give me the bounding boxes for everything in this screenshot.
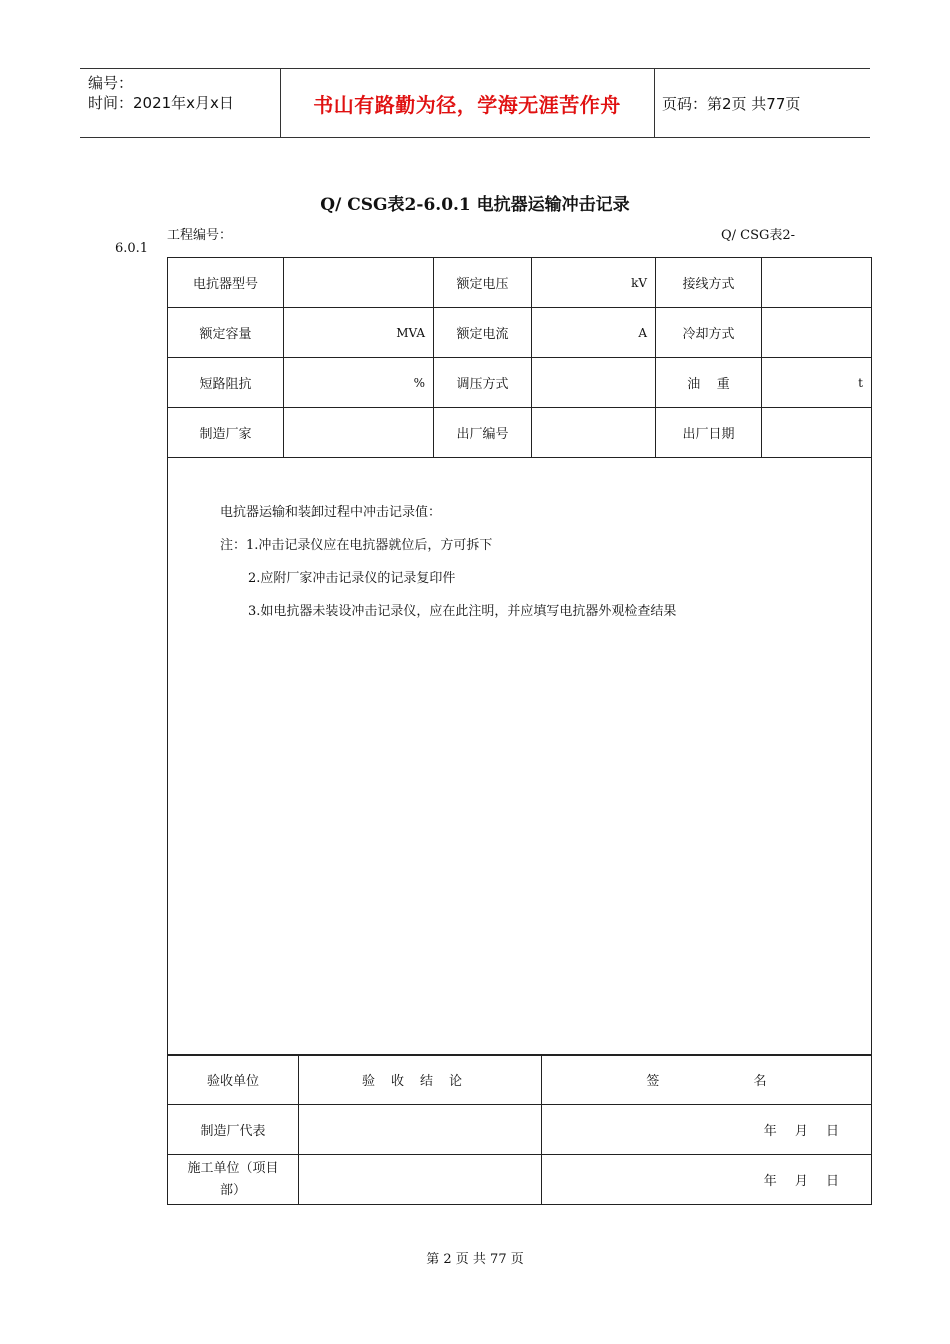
label-cell: 电抗器型号 — [168, 258, 284, 308]
motto: 书山有路勤为径，学海无涯苦作舟 — [313, 92, 621, 117]
note-3: 3.如电抗器未装设冲击记录仪，应在此注明，并应填写电抗器外观检查结果 — [248, 604, 677, 619]
table-row — [168, 1055, 872, 1105]
table-row — [168, 308, 872, 358]
note-1: 注：1.冲击记录仪应在电抗器就位后，方可拆下 — [220, 538, 493, 553]
header-divider — [654, 69, 655, 137]
label-cell: 制造厂家 — [168, 408, 284, 458]
label-cell: 油 重 — [656, 358, 762, 408]
page-header — [80, 68, 870, 138]
header-cell-conclusion: 验收结论 — [299, 1055, 542, 1105]
page-info: 页码：第2页 共77页 — [662, 94, 801, 113]
value-cell[interactable] — [762, 408, 872, 458]
label-cell: 调压方式 — [434, 358, 532, 408]
value-cell[interactable] — [284, 258, 434, 308]
unit-cell: 施工单位（项目部） — [168, 1155, 299, 1205]
table-row — [168, 358, 872, 408]
table-row — [168, 1155, 872, 1205]
label-cell: 出厂日期 — [656, 408, 762, 458]
project-no-label: 工程编号： — [167, 228, 233, 243]
signature-date-cell[interactable]: 年 月 日 — [542, 1105, 872, 1155]
unit-cell: 制造厂代表 — [168, 1105, 299, 1155]
value-cell[interactable]: kV — [532, 258, 656, 308]
form-code-cont: 6.0.1 — [115, 241, 149, 256]
value-cell[interactable]: MVA — [284, 308, 434, 358]
value-cell[interactable] — [762, 258, 872, 308]
number-label: 编号： — [88, 74, 134, 92]
header-cell-unit: 验收单位 — [168, 1055, 299, 1105]
value-cell[interactable]: A — [532, 308, 656, 358]
table-row — [168, 258, 872, 308]
value-cell[interactable] — [532, 408, 656, 458]
conclusion-cell[interactable] — [299, 1155, 542, 1205]
record-heading: 电抗器运输和装卸过程中冲击记录值： — [220, 505, 442, 520]
label-cell: 冷却方式 — [656, 308, 762, 358]
header-cell-signature: 签 名 — [542, 1055, 872, 1105]
label-cell: 短路阻抗 — [168, 358, 284, 408]
table-row — [168, 1105, 872, 1155]
note-2: 2.应附厂家冲击记录仪的记录复印件 — [248, 571, 456, 586]
header-left — [88, 73, 234, 113]
conclusion-cell[interactable] — [299, 1105, 542, 1155]
record-row — [168, 458, 872, 1056]
time-label: 时间：2021年x月x日 — [88, 94, 234, 112]
label-cell: 额定容量 — [168, 308, 284, 358]
value-cell[interactable] — [284, 408, 434, 458]
signature-date-cell[interactable]: 年 月 日 — [542, 1155, 872, 1205]
record-notes — [168, 458, 871, 628]
document-title: Q/ CSG表2-6.0.1 电抗器运输冲击记录 — [320, 195, 630, 215]
label-cell: 额定电压 — [434, 258, 532, 308]
value-cell[interactable]: t — [762, 358, 872, 408]
value-cell[interactable] — [532, 358, 656, 408]
form-code: Q/ CSG表2- — [721, 228, 796, 243]
label-cell: 额定电流 — [434, 308, 532, 358]
label-cell: 接线方式 — [656, 258, 762, 308]
record-area[interactable] — [168, 458, 872, 1056]
value-cell[interactable]: % — [284, 358, 434, 408]
signoff-table — [167, 1054, 872, 1205]
spec-table — [167, 257, 872, 1056]
page-footer: 第 2 页 共 77 页 — [426, 1252, 524, 1267]
table-row — [168, 408, 872, 458]
label-cell: 出厂编号 — [434, 408, 532, 458]
value-cell[interactable] — [762, 308, 872, 358]
